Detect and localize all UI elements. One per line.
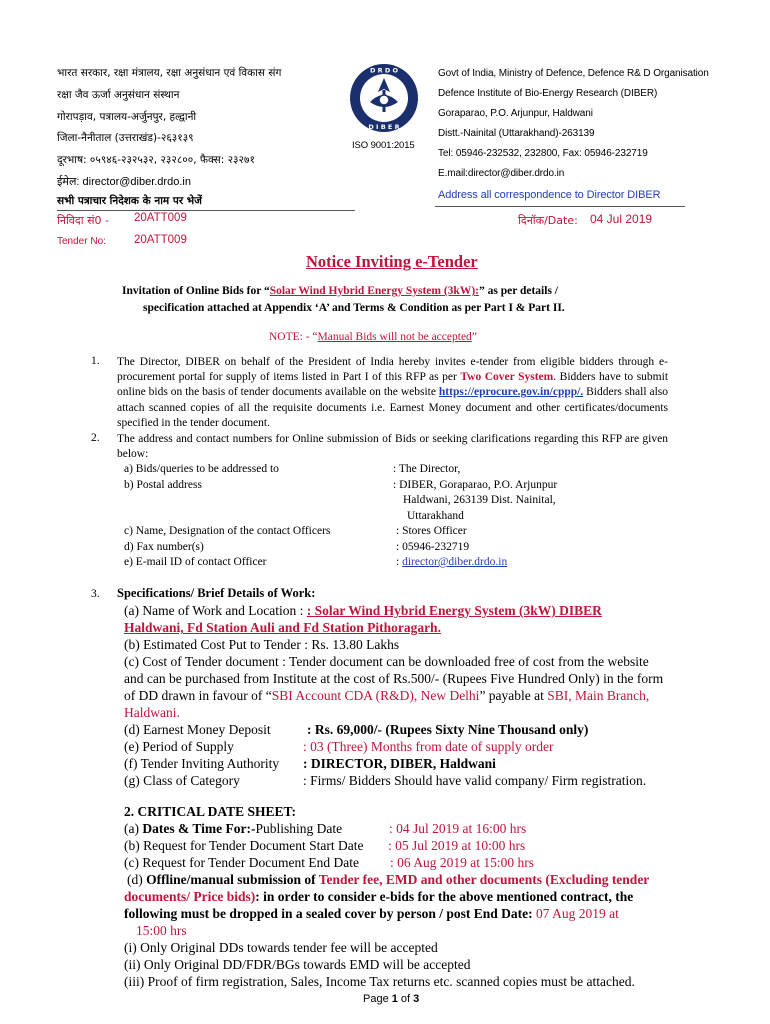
hindi-address-underline: [57, 210, 355, 211]
publishing-date-value: : 04 Jul 2019 at 16:00 hrs: [389, 821, 527, 836]
para2-text: The address and contact numbers for Online submission of Bids or seeking clarifications regarding this RFP are given below:: [117, 433, 668, 461]
para2-number: 2.: [91, 432, 100, 444]
para3-heading: Specifications/ Brief Details of Work:: [117, 586, 316, 600]
english-address-underline: [435, 206, 685, 207]
contact-row-e-value: : director@diber.drdo.in: [396, 556, 508, 568]
offline-submission-line-1: (d) Offline/manual submission of Tender fee, EMD and other documents (Excluding tender: [127, 872, 650, 887]
offline-submission-line-3: following must be dropped in a sealed cover by person / post End Date: 07 Aug 2019 at: [124, 906, 619, 921]
para3-number: 3.: [91, 588, 100, 600]
eprocure-link[interactable]: https://eprocure.gov.in/cppp/.: [438, 386, 584, 399]
para1-number: 1.: [91, 355, 100, 367]
english-header-line-1: Govt of India, Ministry of Defence, Defence R& D Organisation: [438, 68, 709, 79]
english-address-note: Address all correspondence to Director DIBER: [438, 189, 661, 201]
offline-submission-line-4: 15:00 hrs: [136, 923, 187, 938]
authority-value: : DIRECTOR, DIBER, Haldwani: [303, 756, 496, 771]
hindi-header-email: ईमेल: director@diber.drdo.in: [57, 176, 191, 188]
address-cont-2: Uttarakhand: [407, 510, 464, 522]
tender-doc-line-4: Haldwani.: [124, 705, 180, 720]
requirement-item-1: (i) Only Original DDs towards tender fee will be accepted: [124, 940, 438, 955]
contact-row-c-value: : Stores Officer: [396, 525, 467, 537]
offline-submission-line-2: documents/ Price bids): in order to consider e-bids for the above mentioned contract, the: [124, 889, 634, 904]
contact-row-b-label: b) Postal address: [124, 479, 202, 491]
page-title: Notice Inviting e-Tender: [306, 252, 478, 271]
para1-text: The Director, DIBER on behalf of the President of India hereby invites e-tender from eligible bidders through e-procurement portal for supply of items listed in Part I of this RFP as per Two Cover System. Bidders have to submit online bids on the basis of tender documents available on the website https://eprocure.gov.in/cppp/. Bidders shall also attach scanned copies of all the requisite documents i.e. Earnest Money document and other certificates/documents specified in the tender document.: [117, 356, 669, 429]
intro-item-link[interactable]: Solar Wind Hybrid Energy System (3kW):: [269, 285, 479, 297]
hindi-header-line-3: गोरापड़ाव, पत्रालय-अर्जुनपुर, हल्द्वानी: [57, 111, 197, 123]
note-line: NOTE: - “Manual Bids will not be accepted”: [269, 331, 477, 343]
authority-label: (f) Tender Inviting Authority: [124, 756, 280, 771]
contact-row-c-label: c) Name, Designation of the contact Officers: [124, 525, 331, 537]
hindi-header-line-4: जिला-नैनीताल (उत्तराखंड)-२६३१३९: [57, 132, 194, 144]
english-header-line-5: Tel: 05946-232532, 232800, Fax: 05946-232719: [438, 148, 648, 159]
work-name-link-2: Haldwani, Fd Station Auli and Fd Station Pithoragarh.: [124, 620, 441, 635]
logo-bottom-text: D I B E R: [368, 123, 400, 131]
doc-start-value: : 05 Jul 2019 at 10:00 hrs: [388, 838, 526, 853]
contact-row-e-label: e) E-mail ID of contact Officer: [124, 556, 267, 568]
english-header-line-4: Distt.-Nainital (Uttarakhand)-263139: [438, 128, 595, 139]
doc-end-label: (c) Request for Tender Document End Date: [124, 855, 359, 870]
work-name-link-1: : Solar Wind Hybrid Energy System (3kW) DIBER: [306, 603, 602, 618]
category-label: (g) Class of Category: [124, 773, 240, 788]
requirement-item-3: (iii) Proof of firm registration, Sales, Income Tax returns etc. scanned copies must be attached.: [124, 974, 635, 989]
tender-doc-line-3: of DD drawn in favour of “SBI Account CDA (R&D), New Delhi” payable at SBI, Main Branch,: [124, 688, 650, 703]
english-header-line-6: E.mail:director@diber.drdo.in: [438, 168, 565, 179]
publishing-date-label: (a) Dates & Time For:-Publishing Date: [124, 821, 343, 836]
tender-no-value: 20ATT009: [134, 234, 187, 246]
contact-row-d-label: d) Fax number(s): [124, 541, 204, 553]
hindi-header-line-2: रक्षा जैव ऊर्जा अनुसंधान संस्थान: [57, 89, 180, 101]
address-cont-1: Haldwani, 263139 Dist. Nainital,: [403, 494, 556, 506]
drdo-emblem-icon: [348, 62, 420, 134]
english-header-line-3: Goraparao, P.O. Arjunpur, Haldwani: [438, 108, 593, 119]
tender-date-label: दिनॉक/Date:: [518, 214, 578, 227]
contact-row-a-label: a) Bids/queries to be addressed to: [124, 463, 279, 475]
emd-value: : Rs. 69,000/- (Rupees Sixty Nine Thousand only): [307, 722, 589, 737]
contact-row-b-value: : DIBER, Goraparao, P.O. Arjunpur: [393, 479, 558, 491]
doc-start-label: (b) Request for Tender Document Start Date: [124, 838, 364, 853]
tender-doc-line-1: (c) Cost of Tender document : Tender document can be downloaded free of cost from the website: [124, 654, 649, 669]
doc-end-value: : 06 Aug 2019 at 15:00 hrs: [390, 855, 534, 870]
work-name-line-1: (a) Name of Work and Location : : Solar Wind Hybrid Energy System (3kW) DIBER: [124, 603, 602, 618]
estimated-cost: (b) Estimated Cost Put to Tender : Rs. 13.80 Lakhs: [124, 637, 400, 652]
contact-email-link[interactable]: director@diber.drdo.in: [402, 556, 508, 568]
two-cover-system: Two Cover System: [460, 371, 554, 384]
english-header-line-2: Defence Institute of Bio-Energy Research (DIBER): [438, 88, 658, 99]
hindi-header-line-1: भारत सरकार, रक्षा मंत्रालय, रक्षा अनुसंधान एवं विकास संग: [57, 67, 282, 79]
intro-line-1: Invitation of Online Bids for “Solar Wind Hybrid Energy System (3kW):” as per details /: [122, 285, 558, 297]
hindi-header-line-5: दूरभाष: ०५९४६-२३२५३२, २३२८००, फैक्स: २३२७१: [57, 154, 255, 166]
iso-certification: ISO 9001:2015: [352, 140, 415, 151]
logo-top-text: D R D O: [369, 66, 399, 75]
critical-date-heading: 2. CRITICAL DATE SHEET:: [124, 804, 297, 819]
tender-date-value: 04 Jul 2019: [590, 212, 653, 226]
emd-label: (d) Earnest Money Deposit: [124, 722, 271, 737]
supply-period-value: : 03 (Three) Months from date of supply order: [303, 739, 554, 754]
supply-period-label: (e) Period of Supply: [124, 739, 234, 754]
tender-doc-line-2: and can be purchased from Institute at the cost of Rs.500/- (Rupees Five Hundred Only) in the form: [124, 671, 664, 686]
contact-row-d-value: : 05946-232719: [396, 541, 470, 553]
page-number: Page 1 of 3: [363, 993, 420, 1005]
requirement-item-2: (ii) Only Original DD/FDR/BGs towards EMD will be accepted: [124, 957, 471, 972]
contact-row-a-value: : The Director,: [393, 463, 461, 475]
category-value: : Firms/ Bidders Should have valid company/ Firm registration.: [303, 773, 647, 788]
intro-line-2: specification attached at Appendix ‘A’ and Terms & Condition as per Part I & Part II.: [143, 302, 565, 314]
hindi-address-note: सभी पत्राचार निदेशक के नाम पर भेजें: [57, 195, 202, 207]
note-manual-bids: Manual Bids will not be accepted: [317, 331, 472, 343]
tender-no-label: Tender No:: [57, 236, 106, 247]
hindi-tender-no-label: निविदा सं0 -: [57, 214, 110, 227]
hindi-tender-no-value: 20ATT009: [134, 212, 187, 224]
